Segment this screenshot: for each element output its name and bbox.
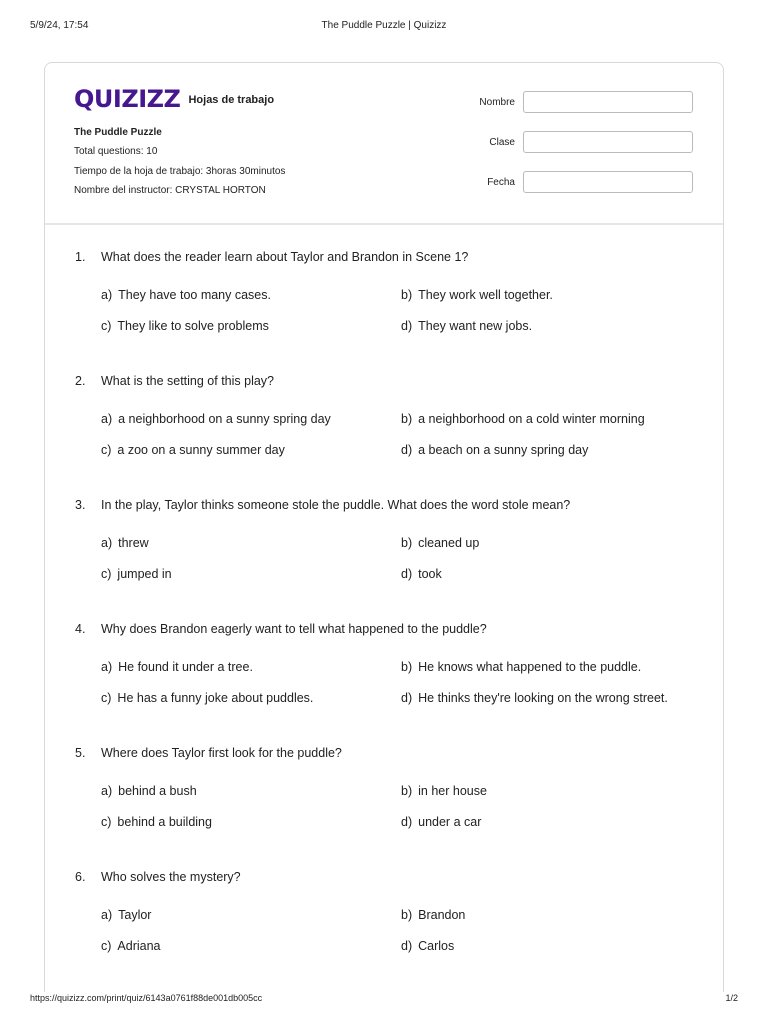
worksheet-card bbox=[44, 62, 724, 992]
option-letter: a) bbox=[101, 536, 113, 550]
option-c bbox=[101, 691, 313, 705]
class-label: Clase bbox=[489, 137, 515, 148]
quiz-title: The Puddle Puzzle bbox=[74, 127, 162, 138]
option-b bbox=[401, 660, 641, 674]
question-number: 1. bbox=[75, 250, 86, 264]
option-text: a zoo on a sunny summer day bbox=[117, 443, 285, 457]
option-c bbox=[101, 319, 269, 333]
question-text: What is the setting of this play? bbox=[101, 374, 275, 388]
option-text: behind a bush bbox=[118, 784, 197, 798]
logo-subtitle: Hojas de trabajo bbox=[188, 94, 275, 106]
option-letter: a) bbox=[101, 908, 113, 922]
question-text: Where does Taylor first look for the puddle? bbox=[101, 746, 342, 760]
question-text: Who solves the mystery? bbox=[101, 870, 241, 884]
logo-wordmark: QUIZIZZ bbox=[74, 85, 181, 113]
question-5 bbox=[45, 746, 723, 856]
option-text: Taylor bbox=[118, 908, 152, 922]
option-b bbox=[401, 412, 645, 426]
option-d bbox=[401, 319, 532, 333]
option-d bbox=[401, 815, 481, 829]
option-b bbox=[401, 784, 487, 798]
option-b bbox=[401, 536, 479, 550]
question-2 bbox=[45, 374, 723, 484]
option-text: a neighborhood on a sunny spring day bbox=[118, 412, 331, 426]
option-text: Brandon bbox=[418, 908, 466, 922]
option-c bbox=[101, 939, 161, 953]
option-text: He has a funny joke about puddles. bbox=[117, 691, 314, 705]
option-letter: a) bbox=[101, 784, 113, 798]
question-4 bbox=[45, 622, 723, 732]
name-label: Nombre bbox=[479, 97, 515, 108]
option-letter: a) bbox=[101, 288, 113, 302]
question-3 bbox=[45, 498, 723, 608]
option-a bbox=[101, 784, 197, 798]
option-text: cleaned up bbox=[418, 536, 480, 550]
option-letter: c) bbox=[101, 443, 112, 457]
option-text: under a car bbox=[418, 815, 482, 829]
option-letter: c) bbox=[101, 939, 112, 953]
option-letter: b) bbox=[401, 784, 413, 798]
option-text: Adriana bbox=[117, 939, 161, 953]
option-letter: b) bbox=[401, 908, 413, 922]
option-text: jumped in bbox=[117, 567, 172, 581]
option-a bbox=[101, 288, 271, 302]
option-letter: b) bbox=[401, 660, 413, 674]
option-b bbox=[401, 288, 553, 302]
question-text: What does the reader learn about Taylor and Brandon in Scene 1? bbox=[101, 250, 469, 264]
option-letter: d) bbox=[401, 443, 413, 457]
option-letter: c) bbox=[101, 815, 112, 829]
question-1 bbox=[45, 250, 723, 360]
question-text: Why does Brandon eagerly want to tell what happened to the puddle? bbox=[101, 622, 487, 636]
option-letter: a) bbox=[101, 412, 113, 426]
option-letter: d) bbox=[401, 319, 413, 333]
option-letter: d) bbox=[401, 691, 413, 705]
option-a bbox=[101, 412, 331, 426]
option-a bbox=[101, 660, 253, 674]
print-url: https://quizizz.com/print/quiz/6143a0761f88de001db005cc bbox=[30, 993, 263, 1003]
page-number: 1/2 bbox=[725, 993, 738, 1003]
option-text: He found it under a tree. bbox=[118, 660, 253, 674]
option-text: He thinks they're looking on the wrong street. bbox=[418, 691, 668, 705]
print-header bbox=[30, 20, 738, 34]
option-c bbox=[101, 443, 285, 457]
option-letter: c) bbox=[101, 691, 112, 705]
option-letter: d) bbox=[401, 567, 413, 581]
option-text: They want new jobs. bbox=[418, 319, 533, 333]
option-letter: d) bbox=[401, 815, 413, 829]
option-letter: b) bbox=[401, 288, 413, 302]
option-text: They like to solve problems bbox=[117, 319, 269, 333]
option-letter: b) bbox=[401, 412, 413, 426]
option-d bbox=[401, 567, 442, 581]
option-a bbox=[101, 536, 149, 550]
option-text: took bbox=[418, 567, 442, 581]
question-number: 4. bbox=[75, 622, 86, 636]
worksheet-header bbox=[45, 63, 723, 225]
quizizz-logo bbox=[74, 84, 274, 114]
option-d bbox=[401, 939, 454, 953]
name-field[interactable] bbox=[523, 91, 693, 113]
date-field[interactable] bbox=[523, 171, 693, 193]
question-number: 3. bbox=[75, 498, 86, 512]
total-questions: Total questions: 10 bbox=[74, 146, 158, 157]
class-field[interactable] bbox=[523, 131, 693, 153]
option-text: They work well together. bbox=[418, 288, 553, 302]
option-text: They have too many cases. bbox=[118, 288, 271, 302]
option-letter: a) bbox=[101, 660, 113, 674]
question-number: 5. bbox=[75, 746, 86, 760]
option-d bbox=[401, 691, 668, 705]
option-text: Carlos bbox=[418, 939, 455, 953]
option-text: a neighborhood on a cold winter morning bbox=[418, 412, 645, 426]
date-label: Fecha bbox=[487, 177, 515, 188]
instructor-name: Nombre del instructor: CRYSTAL HORTON bbox=[74, 185, 266, 196]
option-a bbox=[101, 908, 151, 922]
option-text: in her house bbox=[418, 784, 487, 798]
question-text: In the play, Taylor thinks someone stole the puddle. What does the word stole mean? bbox=[101, 498, 571, 512]
print-title: The Puddle Puzzle | Quizizz bbox=[321, 20, 447, 31]
question-number: 2. bbox=[75, 374, 86, 388]
option-c bbox=[101, 567, 172, 581]
question-number: 6. bbox=[75, 870, 86, 884]
option-text: He knows what happened to the puddle. bbox=[418, 660, 642, 674]
option-c bbox=[101, 815, 212, 829]
option-text: threw bbox=[118, 536, 149, 550]
option-text: behind a building bbox=[117, 815, 212, 829]
option-letter: c) bbox=[101, 319, 112, 333]
option-letter: c) bbox=[101, 567, 112, 581]
worksheet-time: Tiempo de la hoja de trabajo: 3horas 30minutos bbox=[74, 166, 286, 177]
option-letter: b) bbox=[401, 536, 413, 550]
question-6 bbox=[45, 870, 723, 980]
option-letter: d) bbox=[401, 939, 413, 953]
print-date: 5/9/24, 17:54 bbox=[30, 20, 89, 31]
option-b bbox=[401, 908, 465, 922]
option-text: a beach on a sunny spring day bbox=[418, 443, 589, 457]
print-footer bbox=[30, 993, 738, 1007]
option-d bbox=[401, 443, 588, 457]
